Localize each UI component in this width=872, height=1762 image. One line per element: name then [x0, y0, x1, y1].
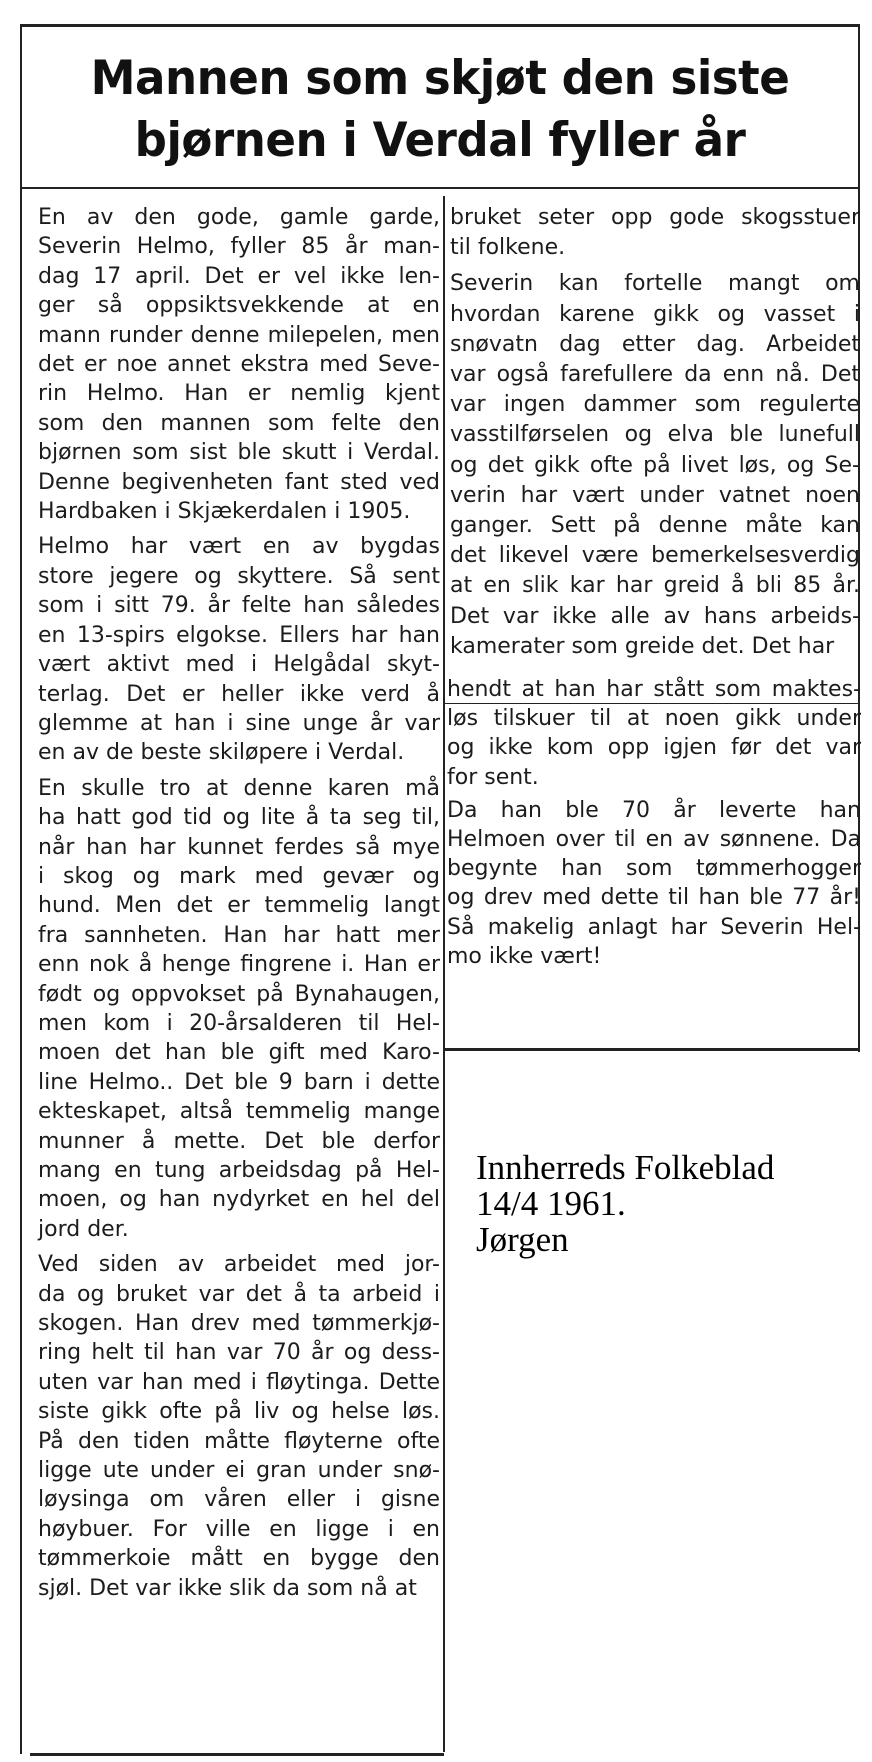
- text-line: uten var han med i fløytinga. Dette: [38, 1369, 440, 1395]
- source-date: 14/4 1961.: [476, 1184, 626, 1223]
- text-line: Severin kan fortelle mangt om: [450, 271, 860, 297]
- text-line: store jegere og skyttere. Så sent: [38, 563, 440, 589]
- paragraph: [38, 774, 440, 1245]
- text-line: Denne begivenheten fant sted ved: [38, 469, 440, 495]
- text-line: line Helmo.. Det ble 9 barn i dette: [38, 1069, 440, 1095]
- text-line: enn nok å henge fingrene i. Han er: [38, 952, 440, 978]
- paragraph: [447, 675, 861, 792]
- text-line: ekteskapet, altså temmelig mange: [38, 1099, 440, 1125]
- text-line: en av de beste skiløpere i Verdal.: [38, 740, 405, 766]
- text-line: snøvatn dag etter dag. Arbeidet: [450, 331, 860, 357]
- text-line: født og oppvokset på Bynahaugen,: [38, 981, 440, 1007]
- text-line: moen det han ble gift med Karo-: [38, 1040, 440, 1066]
- paragraph: [38, 532, 440, 767]
- text-line: skogen. Han drev med tømmerkjø-: [38, 1311, 440, 1337]
- text-line: tømmerkoie mått en bygge den: [38, 1546, 440, 1572]
- text-line: hund. Men det er temmelig langt: [38, 893, 440, 919]
- text-line: hendt at han har stått som maktes-: [447, 677, 861, 702]
- text-line: mo ikke vært!: [447, 943, 602, 969]
- text-line: vært aktivt med i Helgådal skyt-: [38, 652, 440, 678]
- text-line: som den mannen som felte den: [38, 410, 440, 436]
- headline-line-2: bjørnen i Verdal fyller år: [134, 113, 746, 168]
- article-right-column-bottom: [447, 675, 861, 971]
- text-line: til folkene.: [450, 235, 566, 261]
- text-line: bruket seter opp gode skogsstuer: [450, 205, 860, 230]
- paragraph: [447, 796, 861, 971]
- text-line: ring helt til han var 70 år og dess-: [38, 1340, 440, 1366]
- bottom-rule: [30, 1753, 444, 1756]
- article-left-column: [38, 203, 440, 1603]
- text-line: løs tilskuer til at noen gikk under: [447, 706, 861, 732]
- text-line: En av den gode, gamle garde,: [38, 205, 440, 230]
- headline-line-1: Mannen som skjøt den siste: [90, 51, 790, 106]
- text-line: Helmoen over til en av sønnene. Da: [447, 827, 861, 853]
- text-line: ganger. Sett på denne måte kan: [450, 513, 860, 539]
- text-line: verin har vært under vatnet noen: [450, 482, 860, 508]
- article-right-column-top: [450, 203, 860, 662]
- text-line: når han har kunnet ferdes så mye: [38, 834, 440, 860]
- text-line: jord der.: [38, 1216, 129, 1242]
- text-line: En skulle tro at denne karen må: [38, 775, 440, 801]
- column-divider: [443, 196, 445, 1752]
- text-line: ha hatt god tid og lite å ta seg til,: [38, 805, 440, 831]
- paragraph: [38, 1250, 440, 1603]
- text-line: munner å mette. Det ble derfor: [38, 1128, 440, 1154]
- text-line: at en slik kar har greid å bli 85 år.: [450, 573, 860, 599]
- text-line: Ved siden av arbeidet med jor-: [38, 1252, 440, 1278]
- source-author: Jørgen: [476, 1220, 569, 1259]
- paragraph: [450, 269, 860, 662]
- text-line: vasstilførselen og elva ble lunefull: [450, 422, 860, 448]
- text-line: og det gikk ofte på livet løs, og Se-: [450, 452, 860, 478]
- text-line: og ikke kom opp igjen før det var: [447, 735, 861, 761]
- text-line: ger så oppsiktsvekkende at en: [38, 293, 440, 319]
- text-line: dag 17 april. Det er vel ikke len-: [38, 263, 440, 289]
- text-line: sjøl. Det var ikke slik da som nå at: [38, 1575, 417, 1601]
- text-line: Hardbaken i Skjækerdalen i 1905.: [38, 499, 411, 525]
- text-line: fra sannheten. Han har hatt mer: [38, 922, 440, 948]
- headline: [46, 48, 833, 172]
- left-rule: [20, 24, 22, 1754]
- text-line: Severin Helmo, fyller 85 år man-: [38, 234, 440, 260]
- text-line: terlag. Det er heller ikke verd å: [38, 681, 440, 707]
- text-line: siste gikk ofte på liv og helse løs.: [38, 1399, 440, 1425]
- text-line: På den tiden måtte fløyterne ofte: [38, 1428, 440, 1454]
- text-line: for sent.: [447, 764, 539, 790]
- text-line: var ingen dammer som regulerte: [450, 392, 860, 418]
- text-line: begynte han som tømmerhogger: [447, 856, 861, 882]
- text-line: glemme at han i sine unge år var: [38, 710, 440, 736]
- text-line: Så makelig anlagt har Severin Hel-: [447, 914, 861, 940]
- text-line: i skog og mark med gevær og: [38, 863, 440, 889]
- text-line: mann runder denne milepelen, men: [38, 322, 440, 348]
- source-note: [476, 1150, 774, 1258]
- paragraph: [450, 203, 860, 263]
- text-line: Det var ikke alle av hans arbeids-: [450, 603, 860, 629]
- text-line: og drev med dette til han ble 77 år!: [447, 885, 861, 911]
- text-line: var også farefullere da enn nå. Det: [450, 362, 860, 388]
- text-line: det er noe annet ekstra med Seve-: [38, 352, 440, 378]
- text-line: hvordan karene gikk og vasset i: [450, 301, 860, 327]
- text-line: men kom i 20-årsalderen til Hel-: [38, 1010, 440, 1036]
- top-rule: [22, 24, 858, 27]
- text-line: Helmo har vært en av bygdas: [38, 534, 440, 560]
- text-line: ligge ute under ei gran under snø-: [38, 1458, 440, 1484]
- text-line: mang en tung arbeidsdag på Hel-: [38, 1158, 440, 1183]
- text-line: løysinga om våren eller i gisne: [38, 1487, 440, 1513]
- right-column-bottom-rule: [444, 1048, 860, 1051]
- text-line: Da han ble 70 år leverte han: [447, 797, 861, 823]
- text-line: da og bruket var det å ta arbeid i: [38, 1281, 440, 1307]
- text-line: moen, og han nydyrket en hel del: [38, 1187, 440, 1213]
- text-line: kamerater som greide det. Det har: [450, 633, 835, 659]
- paragraph: [38, 203, 440, 526]
- text-line: det likevel være bemerkelsesverdig: [450, 543, 860, 569]
- text-line: som i sitt 79. år felte han således: [38, 593, 440, 619]
- text-line: høybuer. For ville en ligge i en: [38, 1516, 440, 1542]
- text-line: rin Helmo. Han er nemlig kjent: [38, 381, 440, 407]
- headline-underline: [22, 187, 858, 189]
- text-line: bjørnen som sist ble skutt i Verdal.: [38, 440, 440, 466]
- text-line: en 13-spirs elgokse. Ellers har han: [38, 622, 440, 648]
- source-publication: Innherreds Folkeblad: [476, 1148, 775, 1187]
